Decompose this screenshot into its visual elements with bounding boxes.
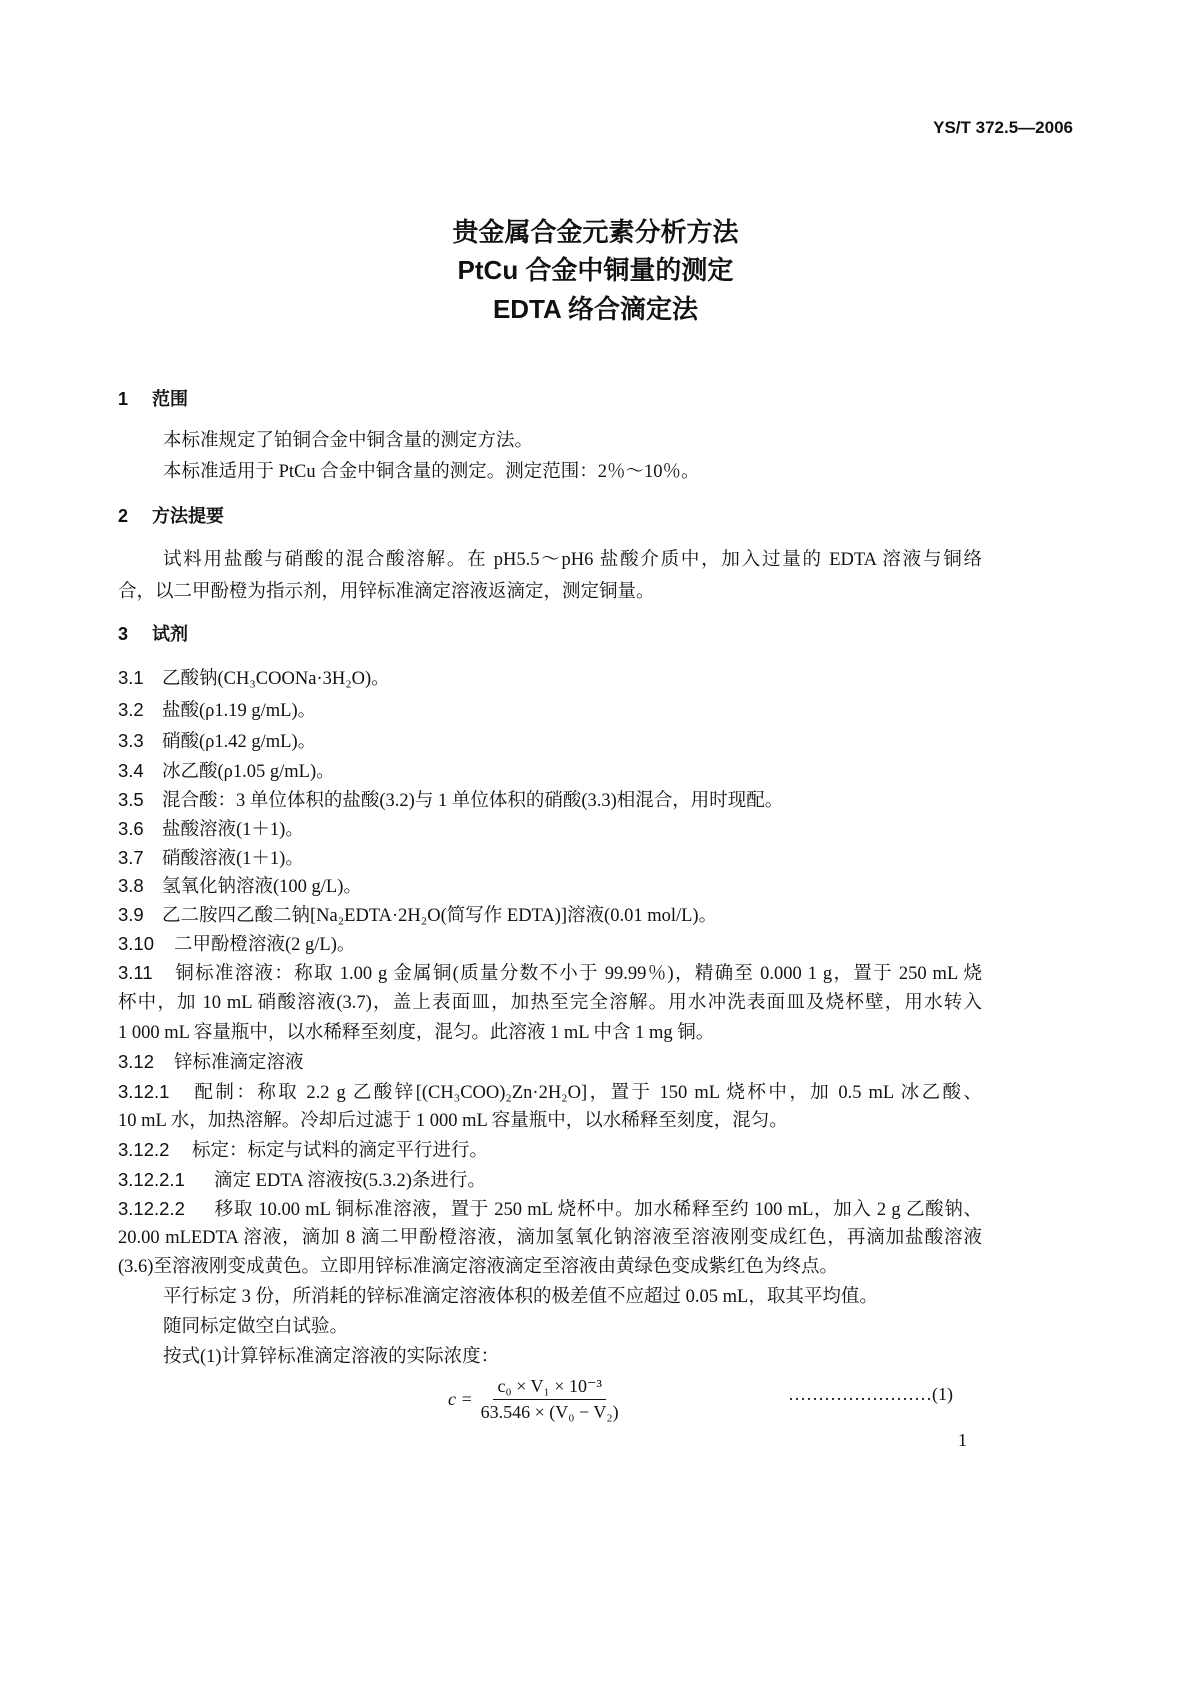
formula-1 bbox=[448, 1376, 619, 1423]
item-number: 3.2 bbox=[118, 699, 144, 720]
reagent-item-continued: 10 mL 水，加热溶解。冷却后过滤于 1 000 mL 容量瓶中，以水稀释至刻度，混匀。 bbox=[118, 1111, 788, 1131]
item-number: 3.3 bbox=[118, 730, 144, 751]
formula-lhs: c = bbox=[448, 1389, 473, 1409]
item-number: 3.5 bbox=[118, 789, 144, 810]
reagent-item bbox=[118, 697, 982, 724]
paragraph: 随同标定做空白试验。 bbox=[163, 1317, 349, 1337]
item-text: 乙二胺四乙酸二钠[Na₂EDTA·2H₂O(简写作 EDTA)]溶液(0.01 mol/L)。 bbox=[162, 906, 718, 926]
reagent-item bbox=[118, 1049, 982, 1076]
reagent-item bbox=[118, 1196, 982, 1223]
item-text: 标定：标定与试料的滴定平行进行。 bbox=[192, 1141, 489, 1161]
section-heading-reagents bbox=[118, 621, 982, 647]
reagent-item bbox=[118, 1167, 982, 1194]
item-number: 3.12.2.2 bbox=[118, 1198, 185, 1219]
item-text: 铜标准溶液：称取 1.00 g 金属铜(质量分数不小于 99.99％)，精确至 0.000 1 g，置于 250 mL 烧 bbox=[174, 964, 982, 984]
item-number: 3.10 bbox=[118, 933, 155, 954]
item-number: 3.12.1 bbox=[118, 1081, 170, 1102]
reagent-item bbox=[118, 902, 982, 929]
item-number: 3.9 bbox=[118, 904, 144, 925]
reagent-item bbox=[118, 873, 982, 900]
item-text: 盐酸溶液(1＋1)。 bbox=[162, 820, 304, 840]
item-number: 3.8 bbox=[118, 875, 144, 896]
section-number: 2 bbox=[118, 506, 129, 526]
section-number: 3 bbox=[118, 624, 129, 644]
reagent-item-continued: (3.6)至溶液刚变成黄色。立即用锌标准滴定溶液滴定至溶液由黄绿色变成紫红色为终点。 bbox=[118, 1257, 838, 1277]
doc-title-line2: PtCu 合金中铜量的测定 bbox=[457, 255, 734, 285]
item-number: 3.12.2.1 bbox=[118, 1169, 185, 1190]
reagent-item bbox=[118, 931, 982, 958]
item-text: 移取 10.00 mL 铜标准溶液，置于 250 mL 烧杯中。加水稀释至约 100 mL，加入 2 g 乙酸钠、 bbox=[214, 1200, 982, 1220]
reagent-item bbox=[118, 787, 982, 814]
formula-numerator: c₀ × V₁ × 10⁻³ bbox=[493, 1376, 605, 1400]
item-text: 滴定 EDTA 溶液按(5.3.2)条进行。 bbox=[214, 1171, 486, 1191]
item-text: 硝酸(ρ1.42 g/mL)。 bbox=[162, 732, 317, 752]
reagent-item bbox=[118, 1137, 982, 1164]
section-number: 1 bbox=[118, 389, 129, 409]
reagent-item-continued: 1 000 mL 容量瓶中，以水稀释至刻度，混匀。此溶液 1 mL 中含 1 mg 铜。 bbox=[118, 1023, 715, 1043]
item-text: 盐酸(ρ1.19 g/mL)。 bbox=[162, 701, 317, 721]
reagent-item bbox=[118, 758, 982, 785]
item-text: 氢氧化钠溶液(100 g/L)。 bbox=[162, 877, 362, 897]
item-text: 乙酸钠(CH₃COONa·3H₂O)。 bbox=[162, 669, 390, 689]
item-number: 3.12 bbox=[118, 1051, 155, 1072]
reagent-item bbox=[118, 960, 982, 987]
section-title: 试剂 bbox=[152, 624, 188, 644]
fraction bbox=[481, 1376, 619, 1423]
item-number: 3.4 bbox=[118, 760, 144, 781]
paragraph-line: 合，以二甲酚橙为指示剂，用锌标准滴定溶液返滴定，测定铜量。 bbox=[118, 582, 655, 602]
section-heading-scope bbox=[118, 386, 982, 412]
item-text: 二甲酚橙溶液(2 g/L)。 bbox=[174, 935, 356, 955]
reagent-item bbox=[118, 728, 982, 755]
reagent-item bbox=[118, 816, 982, 843]
paragraph: 按式(1)计算锌标准滴定溶液的实际浓度： bbox=[163, 1347, 500, 1367]
item-text: 锌标准滴定溶液 bbox=[174, 1053, 304, 1073]
paragraph: 平行标定 3 份，所消耗的锌标准滴定溶液体积的极差值不应超过 0.05 mL，取其平均值。 bbox=[163, 1287, 878, 1307]
reagent-item-continued: 20.00 mLEDTA 溶液，滴加 8 滴二甲酚橙溶液，滴加氢氧化钠溶液至溶液刚变成红色，再滴加盐酸溶液 bbox=[118, 1228, 982, 1248]
page-number: 1 bbox=[958, 1430, 967, 1450]
doc-title-line1: 贵金属合金元素分析方法 bbox=[452, 217, 739, 247]
doc-title-line3: EDTA 络合滴定法 bbox=[492, 294, 699, 324]
reagent-item bbox=[118, 665, 982, 692]
reagent-item bbox=[118, 845, 982, 872]
item-text: 冰乙酸(ρ1.05 g/mL)。 bbox=[162, 762, 335, 782]
paragraph: 本标准适用于 PtCu 合金中铜含量的测定。测定范围：2％～10％。 bbox=[163, 462, 700, 482]
item-number: 3.12.2 bbox=[118, 1139, 170, 1160]
reagent-item bbox=[118, 1079, 982, 1106]
reagent-item-continued: 杯中，加 10 mL 硝酸溶液(3.7)，盖上表面皿，加热至完全溶解。用水冲洗表面皿及烧杯壁，用水转入 bbox=[118, 993, 982, 1013]
standard-number: YS/T 372.5—2006 bbox=[933, 118, 1073, 137]
item-number: 3.1 bbox=[118, 667, 144, 688]
formula-denominator: 63.546 × (V₀ − V₂) bbox=[480, 1402, 619, 1422]
section-title: 范围 bbox=[152, 389, 188, 409]
item-text: 硝酸溶液(1＋1)。 bbox=[162, 849, 304, 869]
item-number: 3.11 bbox=[118, 962, 153, 983]
item-number: 3.7 bbox=[118, 847, 144, 868]
equation-number: ……………………(1) bbox=[788, 1384, 953, 1404]
section-heading-method bbox=[118, 503, 982, 529]
item-text: 混合酸：3 单位体积的盐酸(3.2)与 1 单位体积的硝酸(3.3)相混合，用时现配。 bbox=[162, 791, 784, 811]
section-title: 方法提要 bbox=[152, 506, 224, 526]
paragraph: 本标准规定了铂铜合金中铜含量的测定方法。 bbox=[163, 431, 534, 451]
paragraph-line: 试料用盐酸与硝酸的混合酸溶解。在 pH5.5～pH6 盐酸介质中，加入过量的 EDTA 溶液与铜络 bbox=[163, 550, 982, 570]
item-number: 3.6 bbox=[118, 818, 144, 839]
item-text: 配制：称取 2.2 g 乙酸锌[(CH₃COO)₂Zn·2H₂O]，置于 150 mL 烧杯中，加 0.5 mL 冰乙酸、 bbox=[192, 1083, 982, 1103]
